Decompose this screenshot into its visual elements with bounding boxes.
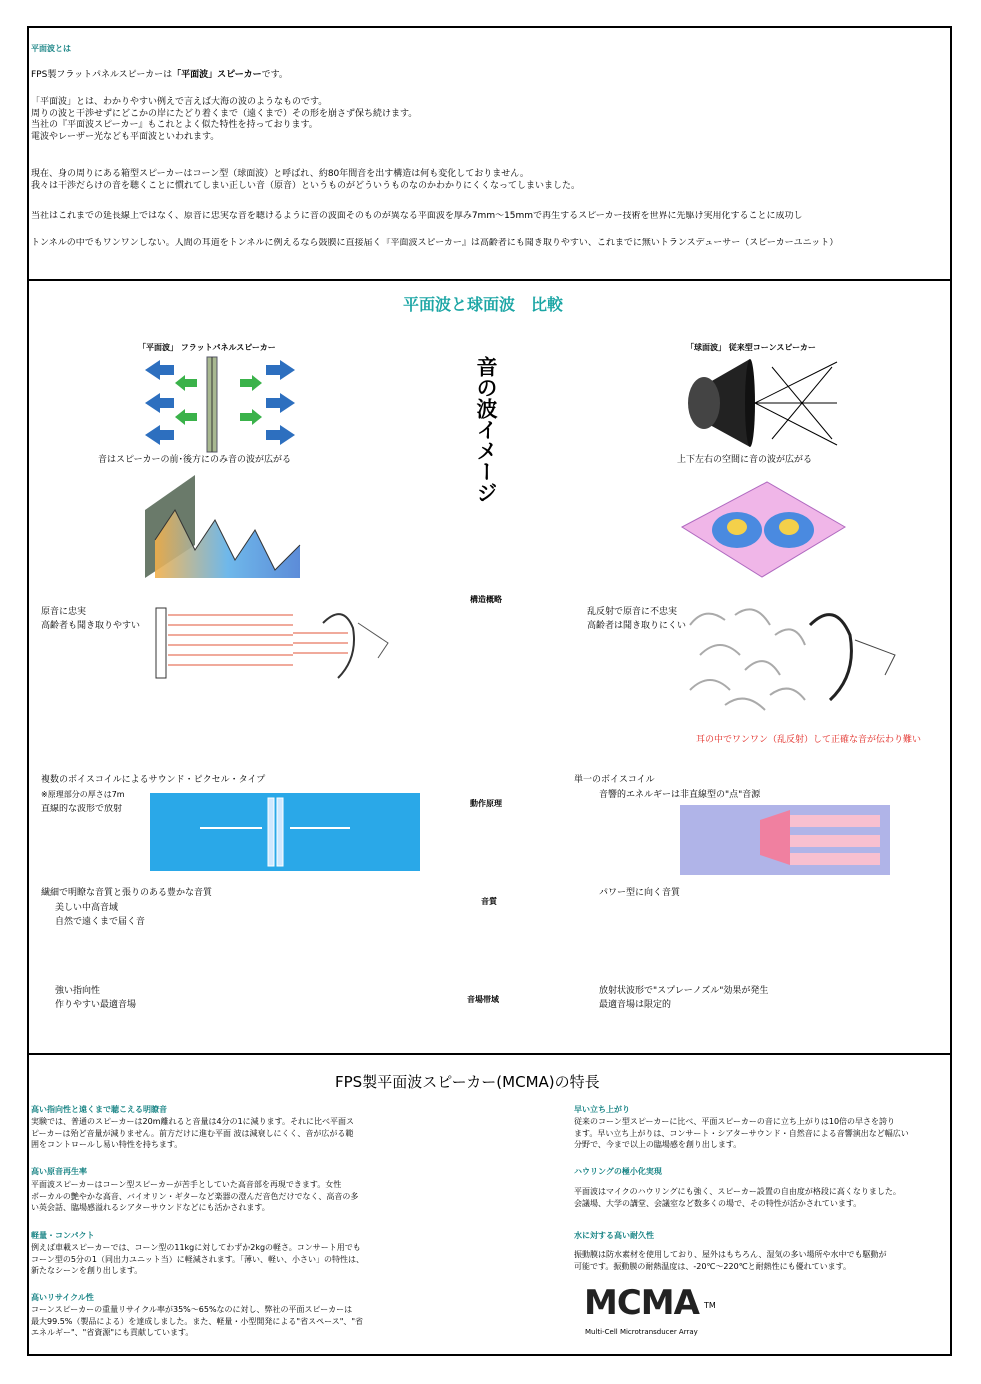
left-caption: 「平面波」 フラットパネルスピーカー xyxy=(138,343,276,352)
row-quality-label: 音質 xyxy=(481,897,497,906)
divider-1 xyxy=(27,279,952,281)
feature-left-3-heading: 高いリサイクル性 xyxy=(31,1293,94,1302)
left-qual-3: 自然で遠くまで届く音 xyxy=(55,917,146,927)
feature-right-0-heading: 早い立ち上がり xyxy=(574,1105,630,1114)
right-struct-2: 高齢者は聞き取りにくい xyxy=(587,621,687,631)
left-qual-1: 繊細で明瞭な音質と張りのある豊かな音質 xyxy=(41,888,213,898)
feature-left-0-heading: 高い指向性と遠くまで聴こえる明瞭音 xyxy=(31,1105,167,1114)
right-princ-2: 音響的エネルギーは非直線型の"点"音源 xyxy=(599,790,761,800)
feature-left-2-heading: 軽量・コンパクト xyxy=(31,1231,95,1240)
intro-heading: 平面波とは xyxy=(31,44,71,53)
row-structure-label: 構造概略 xyxy=(470,595,502,604)
feature-left-1-heading: 高い原音再生率 xyxy=(31,1167,87,1176)
right-struct-1: 乱反射で原音に不忠実 xyxy=(587,607,678,617)
divider-2 xyxy=(27,1053,952,1055)
center-vertical-label: 音の波イメージ xyxy=(474,356,498,503)
right-qual-1: パワー型に向く音質 xyxy=(599,888,681,898)
feature-right-0-body: 従来のコーン型スピーカーに比べ、平面スピーカーの音に立ち上がりは10倍の早さを誇り ます。早い立ち上がりは、コンサート・シアターサウンド・自然音による音響演出など幅広い 分野で、今まで以上の臨場感を創り出します。 xyxy=(574,1117,909,1149)
left-field-1: 強い指向性 xyxy=(55,986,101,996)
intro-paragraph-3: 現在、身の周りにある箱型スピーカーはコーン型（球面波）と呼ばれ、約80年間音を出す構造は何も変化しておりません。 我々は干渉だらけの音を聴くことに慣れてしまい正しい音（原音）というものがどういうものなのかわかりにくくなってしまいました。 xyxy=(31,169,581,191)
flat-panel-wave-image xyxy=(140,355,300,455)
left-princ-3: 直線的な波形で放射 xyxy=(41,804,123,814)
feature-left-3-body: コーンスピーカーの重量リサイクル率が35%～65%なのに対し、弊社の平面スピーカーは 最大99.5%（製品による）を達成しました。また、軽量・小型開発による"省スペース"、"省 エネルギー"、"省資源"にも貢献しています。 xyxy=(31,1305,364,1337)
intro-line-5: トンネルの中でもワンワンしない。人間の耳道をトンネルに例えるなら鼓膜に直接届く『平面波スピーカー』は高齢者にも聞き取りやすい、これまでに無いトランスデューサー（スピーカーユニット） xyxy=(31,238,839,248)
features-title: FPS製平面波スピーカー(MCMA)の特長 xyxy=(335,1073,600,1091)
mcma-logo-text: MCMA xyxy=(584,1283,699,1323)
row-field-label: 音場帯域 xyxy=(467,995,499,1004)
plane-wave-3d-image xyxy=(135,470,307,580)
feature-right-1-body: 平面波はマイクのハウリングにも強く、スピーカー設置の自由度が格段に高くなりました。 会議場、大学の講堂、会議室など数多くの場で、その特性が活かされています。 xyxy=(574,1187,901,1208)
intro-line-4: 当社はこれまでの延長線上ではなく、原音に忠実な音を聴けるように音の波面そのものが異なる平面波を厚み7mm～15mmで再生するスピーカー技術を世界に先駆け実用化することに成功し xyxy=(31,211,803,221)
left-qual-2: 美しい中高音域 xyxy=(55,903,119,913)
feature-right-2-heading: 水に対する高い耐久性 xyxy=(574,1231,654,1240)
flat-principle-image xyxy=(150,793,420,871)
cone-structure-image xyxy=(685,595,935,725)
left-struct-1: 原音に忠実 xyxy=(41,607,87,617)
right-field-1: 放射状波形で"スプレーノズル"効果が発生 xyxy=(599,986,769,996)
row-principle-label: 動作原理 xyxy=(470,799,502,808)
feature-left-2-body: 例えば車載スピーカーでは、コーン型の11kgに対してわずか2kgの軽さ。コンサート用でも コーン型の5分の1（同出力ユニット当）に軽減されます。「薄い、軽い、小さい」の特性は、 新たなシーンを創り出します。 xyxy=(31,1243,365,1275)
feature-right-1-heading: ハウリングの極小化実現 xyxy=(574,1167,662,1176)
right-field-2: 最適音場は限定的 xyxy=(599,1000,672,1010)
cone-speaker-image xyxy=(682,357,842,452)
left-princ-1: 複数のボイスコイルによるサウンド・ピクセル・タイプ xyxy=(41,775,266,785)
left-spread-text: 音はスピーカーの前･後方にのみ音の波が広がる xyxy=(98,455,291,465)
feature-left-1-body: 平面波スピーカーはコーン型スピーカーが苦手としていた高音部を再現できます。女性 ボーカルの艶やかな高音、バイオリン・ギターなど楽器の澄んだ音色だけでなく、高音の多 い英会話、臨場感溢れるシアターサウンドなどにも活かされます。 xyxy=(31,1180,359,1212)
feature-left-0-body: 実験では、普通のスピーカーは20m離れると音量は4分の1に減ります。それに比べ平面ス ピーカーは殆ど音量が減りません。前方だけに進む平面 波は減衰しにくく、音が広がる範 囲をコントロールし易い特性を持ちます。 xyxy=(31,1117,355,1149)
intro-line-1: FPS製フラットパネルスピーカーは「平面波」スピーカーです。 xyxy=(31,70,288,80)
right-spread-text: 上下左右の空間に音の波が広がる xyxy=(677,455,813,465)
right-caption: 「球面波」 従来型コーンスピーカー xyxy=(686,343,816,352)
left-struct-2: 高齢者も聞き取りやすい xyxy=(41,621,141,631)
feature-right-2-body: 振動膜は防水素材を使用しており、屋外はもちろん、湿気の多い場所や水中でも駆動が 可能です。振動膜の耐熱温度は、-20℃～220℃と耐熱性にも優れています。 xyxy=(574,1250,887,1271)
right-princ-1: 単一のボイスコイル xyxy=(574,775,655,785)
right-red-note: 耳の中でワンワン（乱反射）して正確な音が伝わり難い xyxy=(696,735,922,745)
left-princ-2: ※原理部分の厚さは7m xyxy=(41,790,125,799)
mcma-logo-tm: TM xyxy=(704,1301,716,1310)
compare-title: 平面波と球面波 比較 xyxy=(403,295,564,314)
flat-structure-image xyxy=(148,583,408,713)
left-field-2: 作りやすい最適音場 xyxy=(55,1000,137,1010)
spherical-wave-3d-image xyxy=(677,472,849,582)
intro-paragraph-2: 「平面波」とは、わかりやすい例えで言えば大海の波のようなものです。 周りの波と干渉せずにどこかの岸にたどり着くまで（遠くまで）その形を崩さず保ち続けます。 当社の『平面波スピーカー』もこれとよく似た特性を持っております。 電波やレーザー光なども平面波といわれます。 xyxy=(31,97,418,142)
mcma-logo-sub: Multi-Cell Microtransducer Array xyxy=(585,1328,698,1336)
mcma-logo xyxy=(584,1283,716,1323)
cone-principle-image xyxy=(680,805,890,875)
